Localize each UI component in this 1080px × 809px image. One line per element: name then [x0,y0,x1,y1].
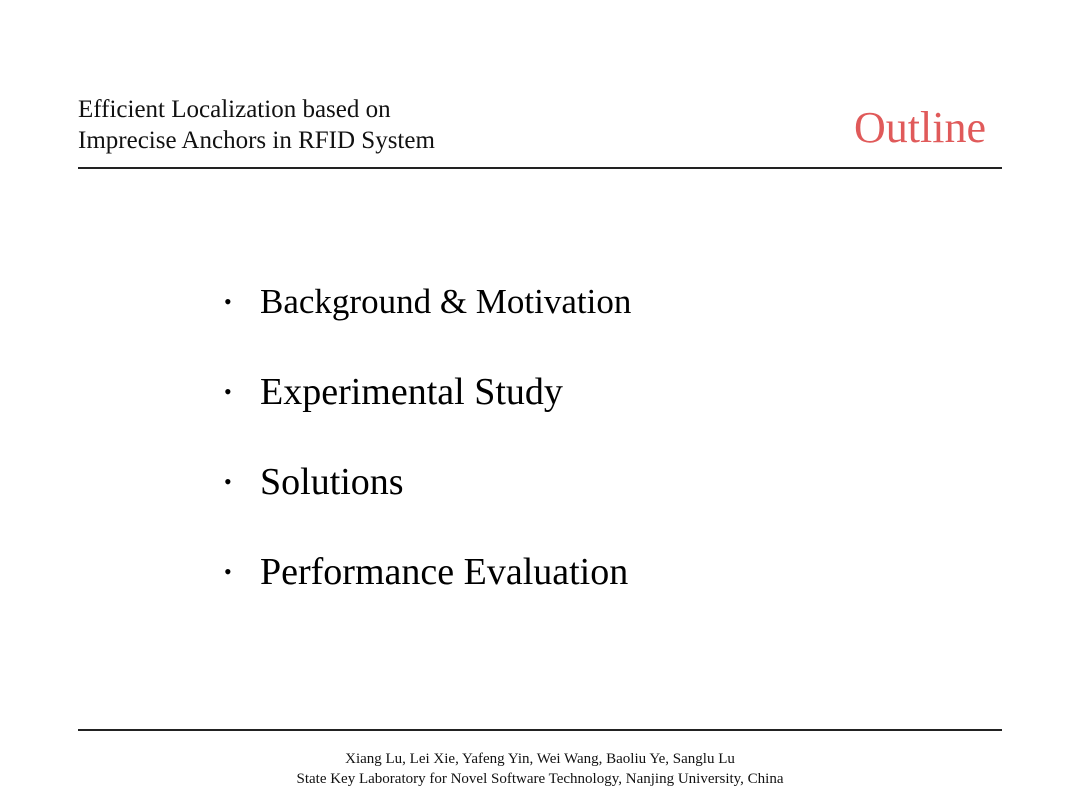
outline-item-solutions [220,450,631,514]
footer [0,749,1080,789]
outline-item-label: Experimental Study [260,371,563,413]
presentation-title-line-1: Efficient Localization based on [78,96,391,123]
bullet-icon: • [224,379,232,404]
footer-affiliation: State Key Laboratory for Novel Software Technology, Nanjing University, China [296,771,784,787]
outline-item-experimental-study [220,360,631,424]
presentation-title-line-2: Imprecise Anchors in RFID System [78,127,435,154]
header-divider [78,167,1002,169]
outline-item-label: Performance Evaluation [260,551,629,593]
outline-item-performance-evaluation [220,540,631,604]
outline-item-background-motivation [220,270,631,334]
footer-authors: Xiang Lu, Lei Xie, Yafeng Yin, Wei Wang, Baoliu Ye, Sanglu Lu [345,751,735,767]
bullet-icon: • [224,559,232,584]
outline-list [220,270,631,630]
footer-divider [78,729,1002,731]
presentation-title [78,94,678,156]
slide-heading: Outline [854,103,986,152]
outline-item-label: Background & Motivation [260,282,632,321]
outline-item-label: Solutions [260,461,404,503]
bullet-icon: • [224,289,232,314]
bullet-icon: • [224,469,232,494]
